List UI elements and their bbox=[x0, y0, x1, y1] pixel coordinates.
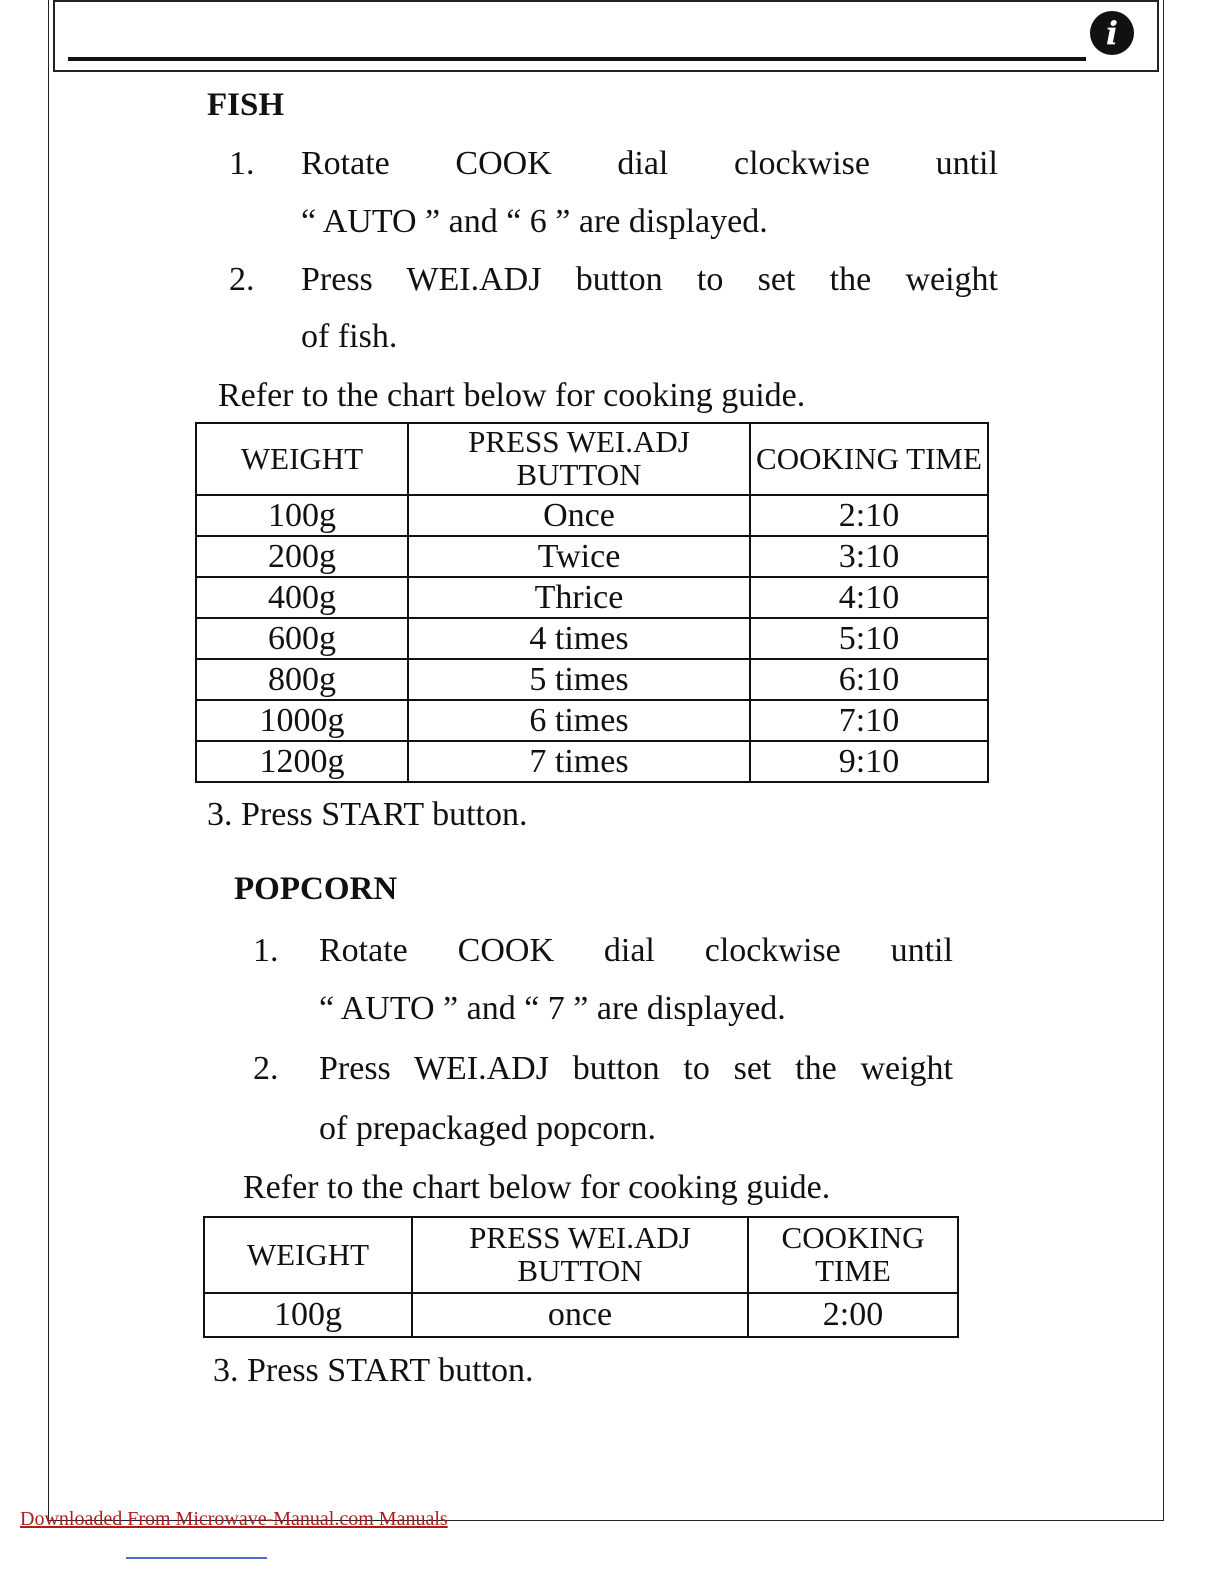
popcorn-step2-number: 2. bbox=[253, 1050, 279, 1087]
cell-weight: 600g bbox=[196, 618, 408, 659]
popcorn-step1-word: COOK bbox=[457, 932, 554, 969]
cell-time: 7:10 bbox=[750, 700, 988, 741]
footer-bar bbox=[126, 1557, 267, 1559]
popcorn-title: POPCORN bbox=[234, 871, 398, 907]
header-weight: WEIGHT bbox=[204, 1217, 412, 1293]
table-row bbox=[196, 577, 988, 618]
cell-time: 3:10 bbox=[750, 536, 988, 577]
table-row bbox=[204, 1293, 958, 1337]
table-header-row bbox=[204, 1217, 958, 1293]
header-time: COOKING TIME bbox=[748, 1217, 958, 1293]
popcorn-step1-word: Rotate bbox=[319, 932, 408, 969]
popcorn-step1-line2: “ AUTO ” and “ 7 ” are displayed. bbox=[319, 990, 786, 1027]
cell-weight: 800g bbox=[196, 659, 408, 700]
cell-press: 5 times bbox=[408, 659, 750, 700]
popcorn-step2-line2: of prepackaged popcorn. bbox=[319, 1110, 657, 1147]
table-row bbox=[196, 495, 988, 536]
fish-step1-number: 1. bbox=[229, 145, 255, 182]
popcorn-step2-line1: Press WEI.ADJ button to set the weight bbox=[319, 1050, 953, 1087]
popcorn-step1-number: 1. bbox=[253, 932, 279, 969]
header-weight: WEIGHT bbox=[196, 423, 408, 495]
cell-weight: 400g bbox=[196, 577, 408, 618]
popcorn-cooking-table bbox=[203, 1216, 959, 1338]
fish-step1-word: clockwise bbox=[734, 145, 870, 182]
cell-time: 5:10 bbox=[750, 618, 988, 659]
table-header-row bbox=[196, 423, 988, 495]
cell-press: Twice bbox=[408, 536, 750, 577]
fish-step2-line1: Press WEI.ADJ button to set the weight bbox=[301, 261, 998, 298]
table-row bbox=[196, 659, 988, 700]
fish-step1-word: Rotate bbox=[301, 145, 390, 182]
cell-press: 6 times bbox=[408, 700, 750, 741]
cell-time: 6:10 bbox=[750, 659, 988, 700]
fish-step2-line2: of fish. bbox=[301, 318, 398, 355]
cell-time: 2:00 bbox=[748, 1293, 958, 1337]
popcorn-step1-word: dial bbox=[603, 932, 655, 969]
info-icon: i bbox=[1090, 11, 1134, 55]
fish-title: FISH bbox=[207, 87, 285, 123]
popcorn-step1-word: until bbox=[890, 932, 953, 969]
fish-step1-word: until bbox=[935, 145, 998, 182]
cell-weight: 100g bbox=[196, 495, 408, 536]
header-box bbox=[53, 0, 1159, 72]
cell-press: once bbox=[412, 1293, 748, 1337]
cell-weight: 200g bbox=[196, 536, 408, 577]
table-row bbox=[196, 618, 988, 659]
popcorn-step3: 3. Press START button. bbox=[213, 1352, 534, 1389]
fish-step1-line2: “ AUTO ” and “ 6 ” are displayed. bbox=[301, 203, 768, 240]
popcorn-refer-text: Refer to the chart below for cooking guide. bbox=[243, 1169, 831, 1206]
table-row bbox=[196, 700, 988, 741]
header-press: PRESS WEI.ADJ BUTTON bbox=[408, 423, 750, 495]
cell-time: 9:10 bbox=[750, 741, 988, 782]
table-row bbox=[196, 741, 988, 782]
header-press: PRESS WEI.ADJ BUTTON bbox=[412, 1217, 748, 1293]
fish-step1-line1 bbox=[301, 145, 998, 183]
header-rule bbox=[68, 57, 1086, 61]
fish-step1-word: COOK bbox=[455, 145, 552, 182]
cell-time: 2:10 bbox=[750, 495, 988, 536]
cell-press: Once bbox=[408, 495, 750, 536]
cell-time: 4:10 bbox=[750, 577, 988, 618]
fish-step2-number: 2. bbox=[229, 261, 255, 298]
cell-press: 4 times bbox=[408, 618, 750, 659]
fish-step1-word: dial bbox=[617, 145, 669, 182]
fish-cooking-table bbox=[195, 422, 989, 783]
cell-weight: 1200g bbox=[196, 741, 408, 782]
fish-step3: 3. Press START button. bbox=[207, 796, 528, 833]
table-row bbox=[196, 536, 988, 577]
cell-weight: 1000g bbox=[196, 700, 408, 741]
cell-weight: 100g bbox=[204, 1293, 412, 1337]
fish-refer-text: Refer to the chart below for cooking guide. bbox=[218, 377, 806, 414]
cell-press: Thrice bbox=[408, 577, 750, 618]
popcorn-step1-line1 bbox=[319, 932, 953, 970]
download-source-link[interactable]: Downloaded From Microwave-Manual.com Manuals bbox=[20, 1508, 448, 1530]
popcorn-step1-word: clockwise bbox=[704, 932, 841, 969]
header-time: COOKING TIME bbox=[750, 423, 988, 495]
cell-press: 7 times bbox=[408, 741, 750, 782]
